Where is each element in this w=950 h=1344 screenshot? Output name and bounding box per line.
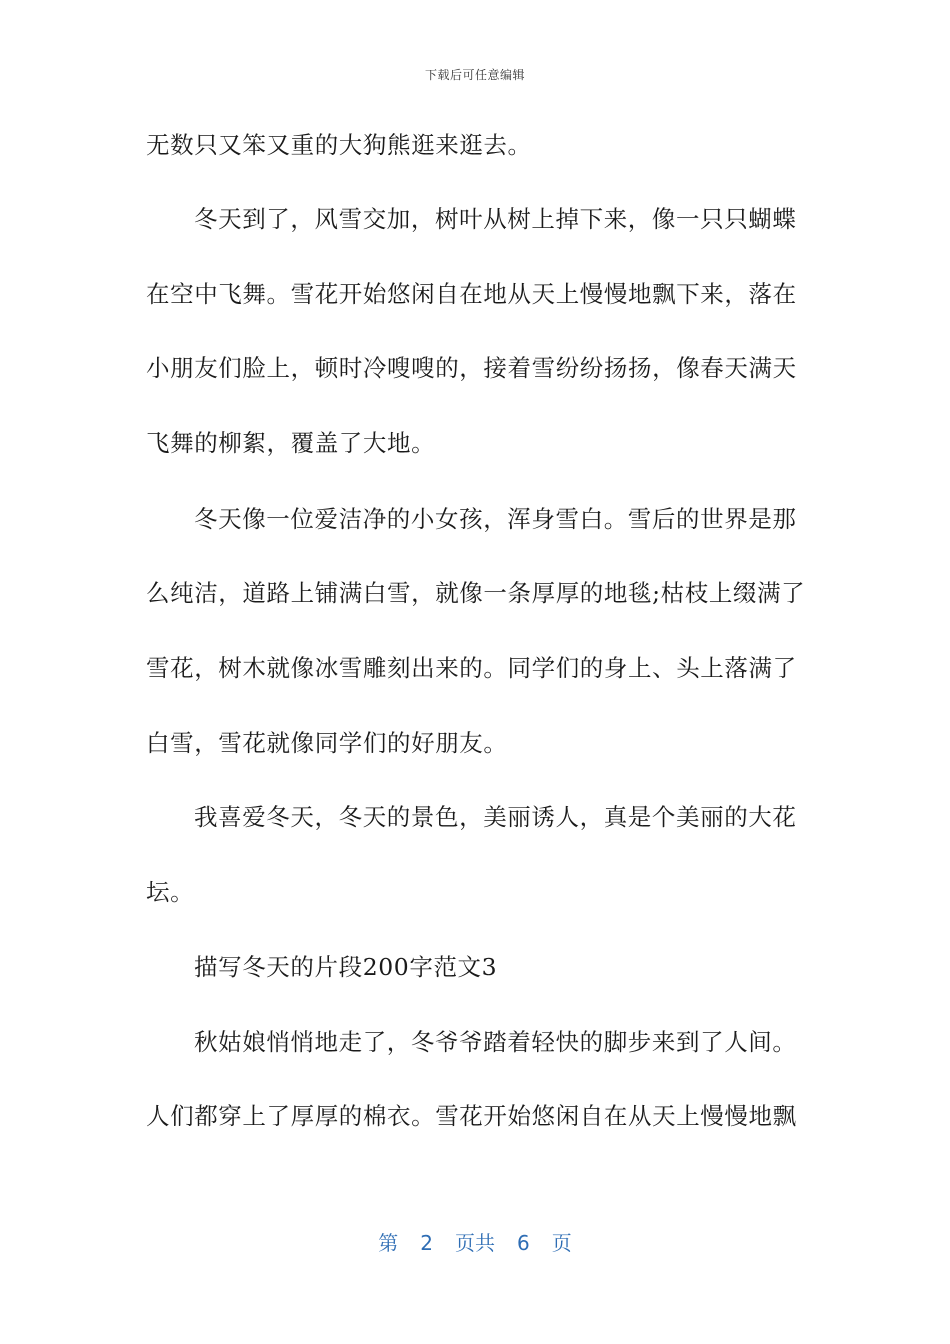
text-line: 冬天到了，风雪交加，树叶从树上掉下来，像一只只蝴蝶 [194, 205, 797, 233]
current-page-number: 2 [420, 1231, 433, 1255]
total-pages-number: 6 [517, 1231, 530, 1255]
text-line: 么纯洁，道路上铺满白雪，就像一条厚厚的地毯;枯枝上缀满了 [146, 579, 806, 607]
text-line: 我喜爱冬天，冬天的景色，美丽诱人，真是个美丽的大花 [194, 803, 797, 831]
text-line: 人们都穿上了厚厚的棉衣。雪花开始悠闲自在从天上慢慢地飘 [146, 1102, 797, 1130]
text-line: 飞舞的柳絮，覆盖了大地。 [146, 429, 436, 457]
text-line: 在空中飞舞。雪花开始悠闲自在地从天上慢慢地飘下来，落在 [146, 280, 797, 308]
text-line: 秋姑娘悄悄地走了，冬爷爷踏着轻快的脚步来到了人间。 [194, 1028, 797, 1056]
page-label-suffix: 页 [551, 1231, 572, 1255]
page-footer [0, 1227, 950, 1256]
text-line: 坛。 [146, 878, 195, 906]
text-line: 小朋友们脸上，顿时冷嗖嗖的，接着雪纷纷扬扬，像春天满天 [146, 354, 797, 382]
page-label-middle: 页共 [455, 1231, 495, 1255]
page-header: 下载后可任意编辑 [424, 68, 525, 82]
text-line: 白雪，雪花就像同学们的好朋友。 [146, 729, 508, 757]
page-label-prefix: 第 [378, 1231, 399, 1255]
text-line: 无数只又笨又重的大狗熊逛来逛去。 [146, 131, 532, 159]
text-line: 冬天像一位爱洁净的小女孩，浑身雪白。雪后的世界是那 [194, 505, 797, 533]
section-heading: 描写冬天的片段200字范文3 [194, 953, 498, 981]
text-line: 雪花，树木就像冰雪雕刻出来的。同学们的身上、头上落满了 [146, 654, 797, 682]
